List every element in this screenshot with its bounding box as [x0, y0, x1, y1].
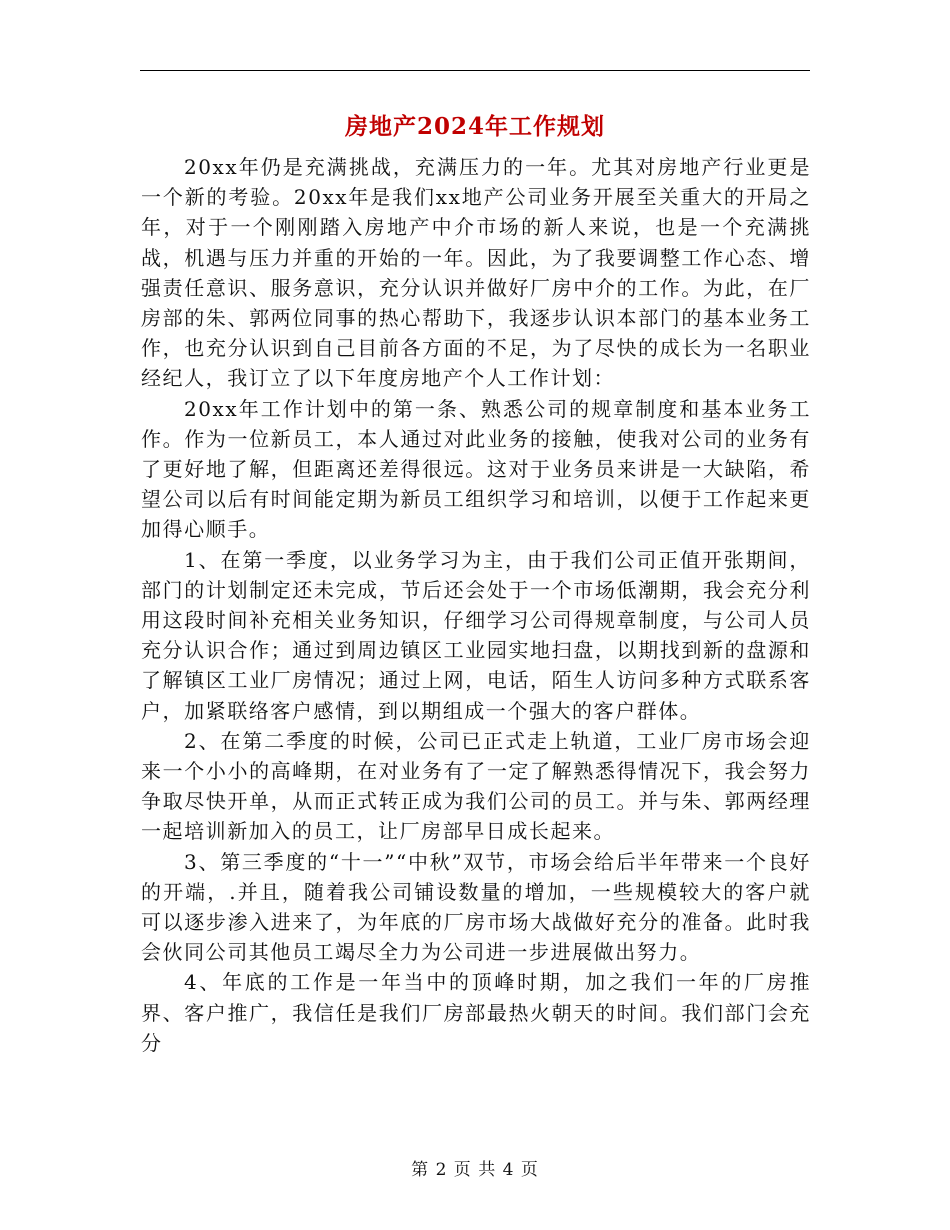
document-body: [141, 152, 811, 1058]
paragraph-q4: 4、年底的工作是一年当中的顶峰时期，加之我们一年的厂房推界、客户推广，我信任是我们厂房部最热火朝天的时间。我们部门会充分: [141, 970, 811, 1055]
header-rule: [140, 70, 810, 71]
paragraph-intro: 20xx年仍是充满挑战，充满压力的一年。尤其对房地产行业更是一个新的考验。20xx年是我们xx地产公司业务开展至关重大的开局之年，对于一个刚刚踏入房地产中介市场的新人来说，也是一个充满挑战，机遇与压力并重的开始的一年。因此，为了我要调整工作心态、增强责任意识、服务意识，充分认识并做好厂房中介的工作。为此，在厂房部的朱、郭两位同事的热心帮助下，我逐步认识本部门的基本业务工作，也充分认识到自己目前各方面的不足，为了尽快的成长为一名职业经纪人，我订立了以下年度房地产个人工作计划：: [141, 155, 811, 391]
document-title: 房地产2024年工作规划: [344, 113, 605, 140]
paragraph-q2: 2、在第二季度的时候，公司已正式走上轨道，工业厂房市场会迎来一个小小的高峰期，在对业务有了一定了解熟悉得情况下，我会努力争取尽快开单，从而正式转正成为我们公司的员工。并与朱、郭两经理一起培训新加入的员工，让厂房部早日成长起来。: [141, 728, 811, 844]
paragraph-q3: 3、第三季度的“十一”“中秋”双节，市场会给后半年带来一个良好的开端，.并且，随着我公司铺设数量的增加，一些规模较大的客户就可以逐步渗入进来了，为年底的厂房市场大战做好充分的准备。此时我会伙同公司其他员工竭尽全力为公司进一步进展做出努力。: [141, 849, 811, 965]
paragraph-plan-item-1: 20xx年工作计划中的第一条、熟悉公司的规章制度和基本业务工作。作为一位新员工，本人通过对此业务的接触，使我对公司的业务有了更好地了解，但距离还差得很远。这对于业务员来讲是一大缺陷，希望公司以后有时间能定期为新员工组织学习和培训，以便于工作起来更加得心顺手。: [141, 396, 811, 542]
page-number-footer: 第 2 页 共 4 页: [411, 1160, 539, 1180]
paragraph-q1: 1、在第一季度，以业务学习为主，由于我们公司正值开张期间，部门的计划制定还未完成，节后还会处于一个市场低潮期，我会充分利用这段时间补充相关业务知识，仔细学习公司得规章制度，与公司人员充分认识合作；通过到周边镇区工业园实地扫盘，以期找到新的盘源和了解镇区工业厂房情况；通过上网，电话，陌生人访问多种方式联系客户，加紧联络客户感情，到以期组成一个强大的客户群体。: [141, 547, 811, 723]
